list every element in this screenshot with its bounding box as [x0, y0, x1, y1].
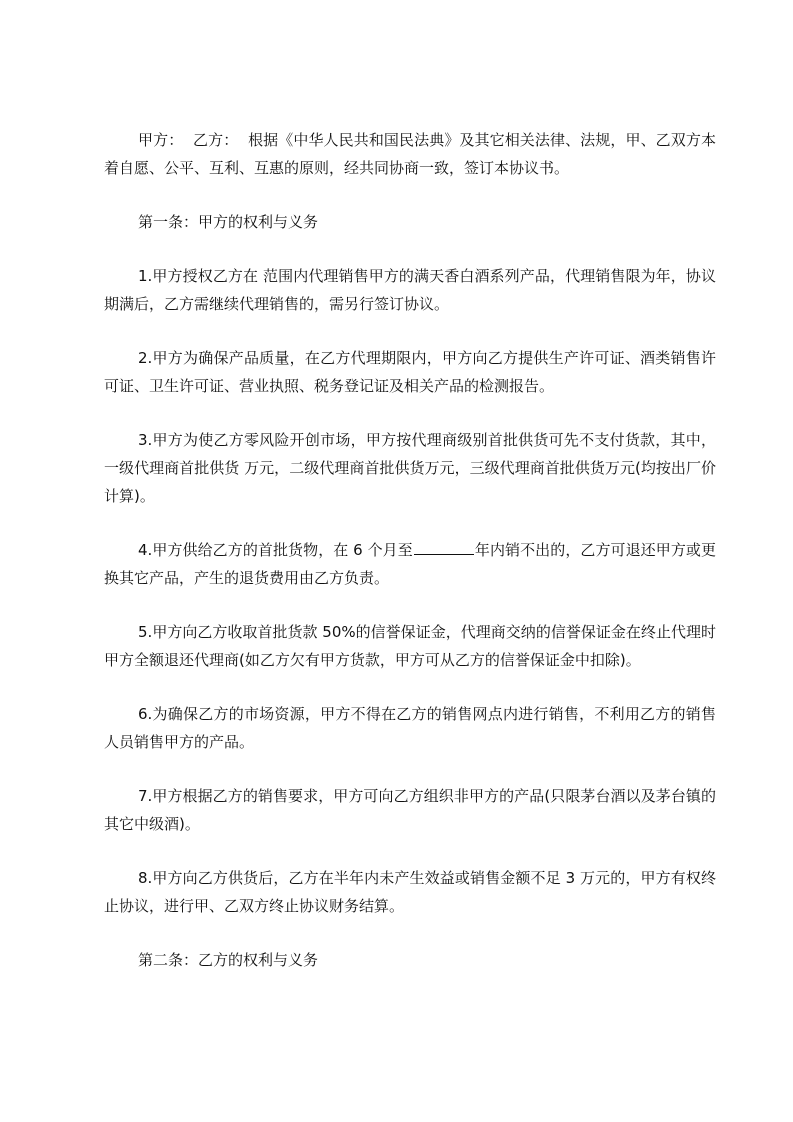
clause-4-part-1: 4.甲方供给乙方的首批货物，在 6 个月至: [138, 541, 413, 559]
party-a-label: 甲方：: [138, 131, 184, 149]
preamble-text: 根据《中华人民共和国民法典》及其它相关法律、法规，甲、乙双方本着自愿、公平、互利、互惠的原则，经共同协商一致，签订本协议书。: [104, 131, 716, 177]
party-b-label: 乙方：: [193, 131, 239, 149]
clause-7: 7.甲方根据乙方的销售要求，甲方可向乙方组织非甲方的产品(只限茅台酒以及茅台镇的其它中级酒)。: [104, 787, 716, 833]
clause-4: [104, 536, 716, 592]
clause-5: 5.甲方向乙方收取首批货款 50%的信誉保证金，代理商交纳的信誉保证金在终止代理时甲方全额退还代理商(如乙方欠有甲方货款，甲方可从乙方的信誉保证金中扣除)。: [104, 623, 716, 669]
clause-6: 6.为确保乙方的市场资源，甲方不得在乙方的销售网点内进行销售，不利用乙方的销售人员销售甲方的产品。: [104, 705, 716, 751]
article-1-title: 第一条：甲方的权利与义务: [138, 213, 319, 231]
document-body: [104, 126, 716, 1000]
clause-4-part-2: 年内销不出的，乙方可退还甲方或更换其它产品，产生的退货费用由乙方负责。: [104, 541, 716, 587]
clause-2: 2.甲方为确保产品质量，在乙方代理期限内，甲方向乙方提供生产许可证、酒类销售许可证、卫生许可证、营业执照、税务登记证及相关产品的检测报告。: [104, 349, 716, 395]
clause-1: 1.甲方授权乙方在 范围内代理销售甲方的满天香白酒系列产品，代理销售限为年，协议期满后，乙方需继续代理销售的，需另行签订协议。: [104, 267, 716, 313]
clause-8: 8.甲方向乙方供货后，乙方在半年内未产生效益或销售金额不足 3 万元的，甲方有权终止协议，进行甲、乙双方终止协议财务结算。: [104, 869, 716, 915]
article-2-title: 第二条：乙方的权利与义务: [138, 951, 319, 969]
blank-underline: [414, 540, 474, 555]
clause-3: 3.甲方为使乙方零风险开创市场，甲方按代理商级别首批供货可先不支付货款，其中，一级代理商首批供货 万元，二级代理商首批供货万元，三级代理商首批供货万元(均按出厂价计算)。: [104, 431, 716, 505]
intro-paragraph: [104, 126, 716, 182]
